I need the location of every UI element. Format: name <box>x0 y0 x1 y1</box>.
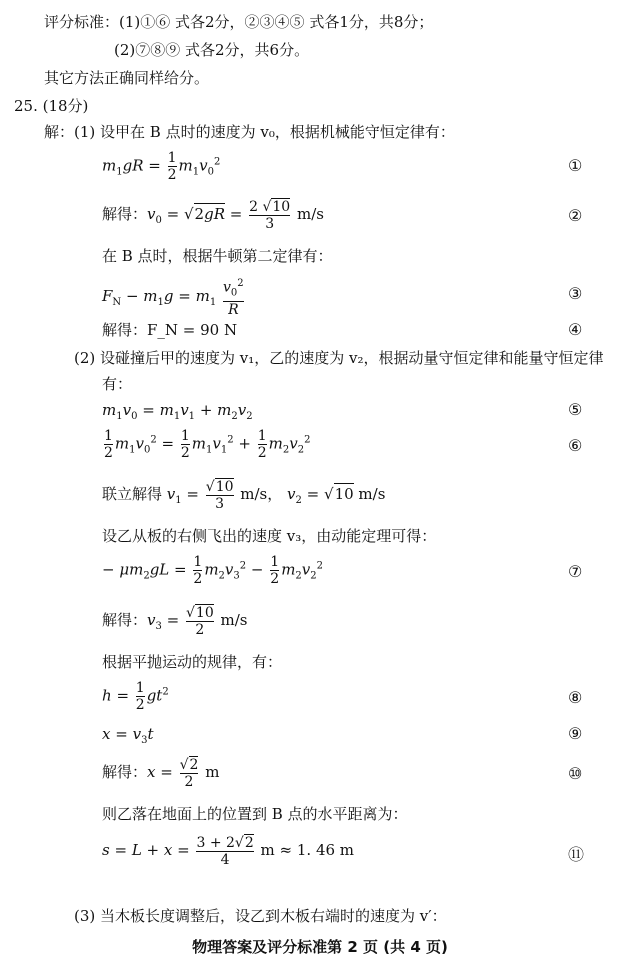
equation-1: $m_1gR$ = $\frac{1}{2}$ $m_1v_0^2$ <box>102 150 221 183</box>
equation-number-7: ⑦ <box>568 562 583 581</box>
solve-label-v3: 解得： <box>102 611 148 629</box>
solve-label: 解得： <box>102 205 148 223</box>
problem-header: 25. (18分) <box>14 97 89 115</box>
joint-solve-label: 联立解得 <box>102 485 163 503</box>
part2-intro-cont: 有： <box>102 375 133 393</box>
equation-3: $F_N - m_1g = m_1$ $\frac{v_0^2}{R}$ <box>102 278 244 319</box>
equation-number-9: ⑨ <box>568 724 583 743</box>
equation-number-8: ⑧ <box>568 688 583 707</box>
equation-10: 解得：x = $\frac{√2}{2}$ m <box>102 757 220 790</box>
equation-8: h = $\frac{1}{2}$ $gt^2$ <box>102 680 169 713</box>
equation-number-6: ⑥ <box>568 436 583 455</box>
part3-intro: (3) 当木板长度调整后，设乙到木板右端时的速度为 v′： <box>74 907 447 925</box>
distance-intro: 则乙落在地面上的位置到 B 点的水平距离为： <box>102 805 408 823</box>
joint-solution: 联立解得 $v_1$ = $\frac{√10}{3}$ m/s， $v_2 = √10$ m/s <box>102 479 386 512</box>
scoring-line-1: 评分标准：(1)①⑥ 式各2分，②③④⑤ 式各1分，共8分； <box>44 13 434 31</box>
equation-5: $m_1v_0 = m_1v_1 + m_2v_2$ <box>102 401 253 422</box>
projectile-text: 根据平抛运动的规律，有： <box>102 653 283 671</box>
scoring-line-2: (2)⑦⑧⑨ 式各2分，共6分。 <box>114 41 310 59</box>
solve-label-x: 解得： <box>102 763 148 781</box>
v3-intro: 设乙从板的右侧飞出的速度 v₃，由动能定理可得： <box>102 527 437 545</box>
equation-4: 解得：F_N = 90 N <box>102 321 238 339</box>
page-footer: 物理答案及评分标准第 2 页 (共 4 页) <box>192 938 448 956</box>
equation-number-5: ⑤ <box>568 400 583 419</box>
part2-intro: (2) 设碰撞后甲的速度为 v₁，乙的速度为 v₂，根据动量守恒定律和能量守恒定律 <box>74 349 604 367</box>
equation-number-11: ⑪ <box>568 845 585 864</box>
equation-number-2: ② <box>568 206 583 225</box>
part1-intro: 解：(1) 设甲在 B 点时的速度为 v₀，根据机械能守恒定律有： <box>44 123 455 141</box>
equation-9: $x = v_3t$ <box>102 725 154 746</box>
equation-2: 解得：$v_0 = √2gR$ = $\frac{2 √10}{3}$ m/s <box>102 199 324 232</box>
equation-number-3: ③ <box>568 284 583 303</box>
equation-number-1: ① <box>568 156 583 175</box>
v3-result: 解得：$v_3$ = $\frac{√10}{2}$ m/s <box>102 605 248 638</box>
equation-11: s = L + x = $\frac{3 + 2√2}{4}$ m ≈ 1. 46 m <box>102 835 355 868</box>
equation-7: − $\mu m_2gL$ = $\frac{1}{2}$ $m_2v_3^2$ − $\frac{1}{2}$ $m_2v_2^2$ <box>102 554 324 587</box>
equation-number-10: ⑩ <box>568 764 583 783</box>
scoring-line-3: 其它方法正确同样给分。 <box>44 69 210 87</box>
b-point-text: 在 B 点时，根据牛顿第二定律有： <box>102 247 333 265</box>
equation-6: $\frac{1}{2}$ $m_1v_0^2$ = $\frac{1}{2}$ $m_1v_1^2$ + $\frac{1}{2}$ $m_2v_2^2$ <box>104 428 311 461</box>
equation-number-4: ④ <box>568 320 583 339</box>
